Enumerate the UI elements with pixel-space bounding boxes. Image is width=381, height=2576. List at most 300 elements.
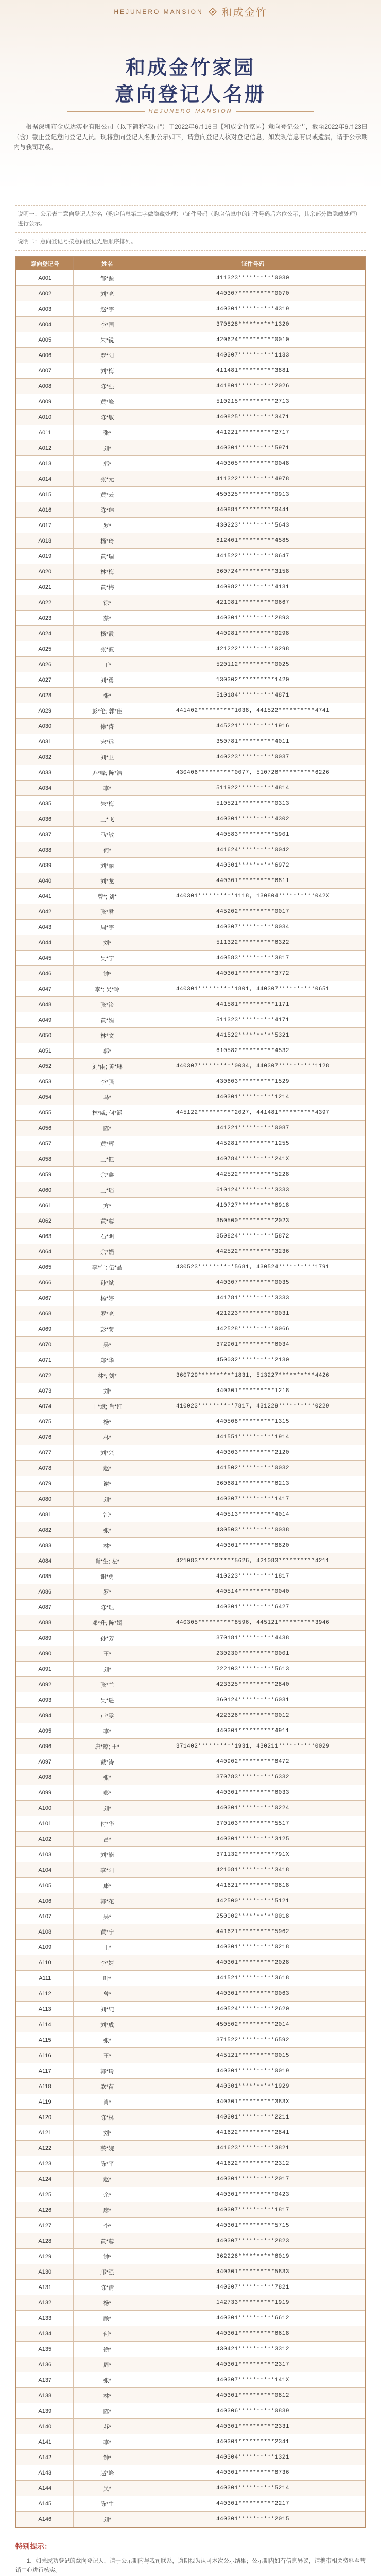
table-row [16, 2342, 365, 2357]
table-row [16, 394, 365, 410]
cell-reg-no: A127 [16, 2218, 74, 2233]
cell-reg-no: A038 [16, 842, 74, 858]
cell-reg-no: A106 [16, 1893, 74, 1909]
cell-id-number: 430603**********1529 [141, 1074, 365, 1090]
cell-reg-no: A091 [16, 1662, 74, 1677]
cell-id-number: 440513**********4014 [141, 1507, 365, 1522]
cell-reg-no: A100 [16, 1801, 74, 1816]
cell-name: 刘*龙 [74, 873, 141, 889]
cell-reg-no: A135 [16, 2342, 74, 2357]
cell-reg-no: A017 [16, 518, 74, 533]
cell-name: 杨*婷 [74, 1291, 141, 1306]
cell-id-number: 142733**********1919 [141, 2295, 365, 2311]
cell-reg-no: A107 [16, 1909, 74, 1924]
cell-name: 陈*生 [74, 2496, 141, 2512]
cell-reg-no: A005 [16, 332, 74, 348]
table-row [16, 1940, 365, 1955]
cell-id-number: 441624**********0042 [141, 842, 365, 858]
cell-id-number: 440301**********2317 [141, 2357, 365, 2372]
cell-id-number: 442528**********0066 [141, 1321, 365, 1337]
cell-id-number: 440301**********2217 [141, 2496, 365, 2512]
table-row [16, 317, 365, 332]
cell-name: 黄*宁 [74, 1924, 141, 1940]
cell-id-number: 130302**********1420 [141, 672, 365, 688]
table-row [16, 2125, 365, 2141]
cell-id-number: 411323**********0030 [141, 270, 365, 286]
table-row [16, 1692, 365, 1708]
cell-id-number: 440307**********2823 [141, 2233, 365, 2249]
cell-id-number: 440304**********1321 [141, 2450, 365, 2465]
cell-id-number: 440524**********2620 [141, 2002, 365, 2017]
cell-name: 康* [74, 1878, 141, 1893]
table-row [16, 1971, 365, 1986]
cell-reg-no: A056 [16, 1121, 74, 1136]
table-row [16, 1291, 365, 1306]
cell-id-number: 450325**********0913 [141, 487, 365, 502]
cell-reg-no: A003 [16, 301, 74, 317]
cell-reg-no: A130 [16, 2264, 74, 2280]
col-header-reg-no: 意向登记号 [16, 257, 74, 270]
cell-id-number: 430223**********5643 [141, 518, 365, 533]
cell-reg-no: A078 [16, 1461, 74, 1476]
cell-name: 吴*遥 [74, 1692, 141, 1708]
cell-id-number: 441522**********0647 [141, 549, 365, 564]
cell-reg-no: A010 [16, 410, 74, 425]
cell-reg-no: A125 [16, 2187, 74, 2202]
cell-reg-no: A039 [16, 858, 74, 873]
cell-name: 颜* [74, 2311, 141, 2326]
cell-id-number: 441622**********2312 [141, 2156, 365, 2172]
cell-name: 方* [74, 1198, 141, 1213]
cell-reg-no: A007 [16, 363, 74, 379]
cell-id-number: 370828**********1320 [141, 317, 365, 332]
cell-reg-no: A034 [16, 781, 74, 796]
cell-reg-no: A002 [16, 286, 74, 301]
cell-reg-no: A022 [16, 595, 74, 611]
cell-name: 张* [74, 1522, 141, 1538]
cell-reg-no: A093 [16, 1692, 74, 1708]
cell-reg-no: A044 [16, 935, 74, 951]
table-row [16, 1321, 365, 1337]
table-row [16, 1615, 365, 1631]
cell-name: 郭*玲 [74, 2063, 141, 2079]
cell-id-number: 445122**********2027, 441481**********4397 [141, 1105, 365, 1121]
cell-id-number: 510215**********2713 [141, 394, 365, 410]
cell-id-number: 442522**********5228 [141, 1167, 365, 1182]
table-row [16, 2481, 365, 2496]
cell-reg-no: A033 [16, 765, 74, 781]
cell-name: 吴* [74, 1337, 141, 1352]
table-row [16, 1770, 365, 1785]
cell-id-number: 362226**********6019 [141, 2249, 365, 2264]
cell-name: 张*淦 [74, 997, 141, 1012]
cell-name: 黄*辉 [74, 1136, 141, 1151]
table-row [16, 1723, 365, 1739]
cell-reg-no: A117 [16, 2063, 74, 2079]
cell-id-number: 440301**********0423 [141, 2187, 365, 2202]
cell-id-number: 371132**********791X [141, 1847, 365, 1862]
cell-name: 李* [74, 2434, 141, 2450]
cell-id-number: 440301**********5214 [141, 2481, 365, 2496]
cell-id-number: 440301**********1214 [141, 1090, 365, 1105]
table-row [16, 440, 365, 456]
cell-reg-no: A013 [16, 456, 74, 471]
cell-id-number: 440307**********0034, 440307**********1128 [141, 1059, 365, 1074]
table-row [16, 2156, 365, 2172]
cell-name: 刘* [74, 1662, 141, 1677]
cell-id-number: 440825**********3471 [141, 410, 365, 425]
cell-reg-no: A114 [16, 2017, 74, 2032]
cell-name: 王*飞 [74, 811, 141, 827]
cell-name: 刘* [74, 440, 141, 456]
cell-name: 刘* [74, 1492, 141, 1507]
table-row [16, 1631, 365, 1646]
cell-name: 刘*亮 [74, 286, 141, 301]
cell-name: 李* [74, 1723, 141, 1739]
cell-name: 彭*伦; 郭*佳 [74, 703, 141, 719]
cell-reg-no: A133 [16, 2311, 74, 2326]
cell-reg-no: A126 [16, 2202, 74, 2218]
cell-id-number: 445202**********0017 [141, 904, 365, 920]
cell-name: 张* [74, 2032, 141, 2048]
table-row [16, 1151, 365, 1167]
table-row [16, 2048, 365, 2063]
table-row [16, 425, 365, 440]
table-row [16, 2141, 365, 2156]
cell-name: 苏*峰; 陈*浩 [74, 765, 141, 781]
cell-reg-no: A132 [16, 2295, 74, 2311]
cell-reg-no: A070 [16, 1337, 74, 1352]
cell-id-number: 422326**********0012 [141, 1708, 365, 1723]
special-notice-title: 特别提示： [15, 2542, 51, 2550]
table-row [16, 270, 365, 286]
cell-reg-no: A119 [16, 2094, 74, 2110]
cell-reg-no: A083 [16, 1538, 74, 1553]
cell-name: 刘* [74, 935, 141, 951]
cell-reg-no: A026 [16, 657, 74, 672]
cell-reg-no: A050 [16, 1028, 74, 1043]
cell-reg-no: A054 [16, 1090, 74, 1105]
table-row [16, 873, 365, 889]
cell-name: 吴* [74, 1909, 141, 1924]
cell-name: 刘*勇 [74, 672, 141, 688]
cell-reg-no: A098 [16, 1770, 74, 1785]
table-row [16, 2032, 365, 2048]
cell-id-number: 441221**********2717 [141, 425, 365, 440]
cell-reg-no: A041 [16, 889, 74, 904]
table-row [16, 1352, 365, 1368]
table-row [16, 1754, 365, 1770]
intro-paragraph: 根据深圳市金成达实业有限公司（以下简称“我司”）于2022年6月16日【和成金竹家园】意向登记公告，截至2022年6月23日（含）截止登记意向登记人员。现将意向登记人名册公示如下，请意向登记人核对登记信息，如发现信息有误或遗漏，请于公示期内与我司联系。 [13, 123, 368, 151]
cell-id-number: 440514**********0040 [141, 1584, 365, 1600]
cell-name: 王* [74, 2048, 141, 2063]
table-row [16, 2094, 365, 2110]
cell-reg-no: A006 [16, 348, 74, 363]
cell-name: 叶* [74, 1971, 141, 1986]
cell-reg-no: A058 [16, 1151, 74, 1167]
cell-name: 余*鑫 [74, 1167, 141, 1182]
table-row [16, 2434, 365, 2450]
cell-name: 谢*勇 [74, 1569, 141, 1584]
cell-name: 石*明 [74, 1229, 141, 1244]
cell-reg-no: A090 [16, 1646, 74, 1662]
table-row [16, 1028, 365, 1043]
cell-id-number: 441781**********3333 [141, 1291, 365, 1306]
cell-reg-no: A065 [16, 1260, 74, 1275]
cell-name: 余* [74, 2187, 141, 2202]
cell-name: 蔡* [74, 611, 141, 626]
table-row [16, 734, 365, 750]
special-notice-item-1: 1、如未成功登记的意向登记人，请于公示期内与我司联系，逾期视为认可本次公示结果；公示期内如有信息异议，请携带相关资料至营销中心进行核实。 [15, 2558, 366, 2573]
cell-reg-no: A105 [16, 1878, 74, 1893]
cell-reg-no: A115 [16, 2032, 74, 2048]
cell-reg-no: A089 [16, 1631, 74, 1646]
table-row [16, 1337, 365, 1352]
cell-reg-no: A084 [16, 1553, 74, 1569]
table-row [16, 842, 365, 858]
cell-reg-no: A004 [16, 317, 74, 332]
cell-reg-no: A018 [16, 533, 74, 549]
table-row [16, 1569, 365, 1584]
cell-reg-no: A077 [16, 1445, 74, 1461]
cell-reg-no: A060 [16, 1182, 74, 1198]
cell-reg-no: A104 [16, 1862, 74, 1878]
table-row [16, 1368, 365, 1383]
cell-id-number: 610124**********3333 [141, 1182, 365, 1198]
cell-reg-no: A016 [16, 502, 74, 518]
table-row [16, 858, 365, 873]
cell-id-number: 445281**********1255 [141, 1136, 365, 1151]
cell-name: 罗*阳 [74, 348, 141, 363]
cell-name: 吕* [74, 1832, 141, 1847]
cell-reg-no: A063 [16, 1229, 74, 1244]
cell-id-number: 360724**********3158 [141, 564, 365, 580]
cell-id-number: 440902**********8472 [141, 1754, 365, 1770]
cell-reg-no: A023 [16, 611, 74, 626]
cell-reg-no: A047 [16, 981, 74, 997]
cell-name: 肖* [74, 2094, 141, 2110]
table-row [16, 1816, 365, 1832]
cell-id-number: 441623**********3821 [141, 2141, 365, 2156]
note-1: 说明一：公示表中意向登记人姓名（购房信息第二字做隐藏处理）+证件号码（购房信息中的证件号码后六位公示，其余部分做隐藏处理）进行公示。 [15, 205, 366, 232]
cell-name: 朱*梅 [74, 796, 141, 811]
cell-reg-no: A085 [16, 1569, 74, 1584]
cell-id-number: 440982**********4131 [141, 580, 365, 595]
cell-name: 黄*瑞 [74, 549, 141, 564]
table-row [16, 2249, 365, 2264]
table-row [16, 672, 365, 688]
cell-id-number: 440301**********6618 [141, 2326, 365, 2342]
cell-reg-no: A113 [16, 2002, 74, 2017]
table-row [16, 363, 365, 379]
table-row [16, 1955, 365, 1971]
cell-id-number: 440981**********0298 [141, 626, 365, 641]
cell-id-number: 371402**********1931, 430211**********0029 [141, 1739, 365, 1754]
cell-id-number: 440301**********2331 [141, 2419, 365, 2434]
table-row [16, 2357, 365, 2372]
table-row [16, 2002, 365, 2017]
brand-bar [0, 4, 381, 19]
cell-reg-no: A099 [16, 1785, 74, 1801]
cell-id-number: 440301**********3772 [141, 966, 365, 981]
cell-id-number: 440301**********6612 [141, 2311, 365, 2326]
cell-id-number: 440301**********4911 [141, 1723, 365, 1739]
table-row [16, 1832, 365, 1847]
cell-name: 杨* [74, 1414, 141, 1430]
table-row [16, 2187, 365, 2202]
table-row [16, 1492, 365, 1507]
cell-name: 杨* [74, 2295, 141, 2311]
table-row [16, 2218, 365, 2233]
cell-id-number: 440301**********0224 [141, 1801, 365, 1816]
table-row [16, 487, 365, 502]
cell-reg-no: A122 [16, 2141, 74, 2156]
table-row [16, 2403, 365, 2419]
table-row [16, 657, 365, 672]
table-row [16, 1213, 365, 1229]
cell-name: 肖*生; 左* [74, 1553, 141, 1569]
cell-id-number: 441521**********3618 [141, 1971, 365, 1986]
table-row [16, 1383, 365, 1399]
table-row [16, 1646, 365, 1662]
table-row [16, 1229, 365, 1244]
cell-id-number: 441621**********5962 [141, 1924, 365, 1940]
table-row [16, 641, 365, 657]
cell-reg-no: A087 [16, 1600, 74, 1615]
cell-name: 李*; 吴*玲 [74, 981, 141, 997]
cell-id-number: 520112**********0025 [141, 657, 365, 672]
cell-id-number: 440508**********1315 [141, 1414, 365, 1430]
cell-id-number: 420624**********0010 [141, 332, 365, 348]
cell-reg-no: A001 [16, 270, 74, 286]
cell-name: 陈* [74, 1121, 141, 1136]
cell-reg-no: A102 [16, 1832, 74, 1847]
cell-id-number: 440301**********8736 [141, 2465, 365, 2481]
cell-id-number: 440301**********6033 [141, 1785, 365, 1801]
table-row [16, 1924, 365, 1940]
cell-name: 唐*琼; 王* [74, 1739, 141, 1754]
cell-reg-no: A043 [16, 920, 74, 935]
cell-name: 黄*娟 [74, 1012, 141, 1028]
cell-id-number: 410023**********7817, 431229**********0229 [141, 1399, 365, 1414]
cell-name: 欧*苗 [74, 2079, 141, 2094]
table-row [16, 1306, 365, 1321]
page-header [0, 0, 381, 191]
table-row [16, 518, 365, 533]
cell-name: 黄*蓉 [74, 1213, 141, 1229]
cell-name: 陈*林 [74, 2110, 141, 2125]
table-row [16, 2465, 365, 2481]
table-row [16, 2264, 365, 2280]
cell-reg-no: A009 [16, 394, 74, 410]
table-row [16, 2372, 365, 2388]
cell-id-number: 612401**********4585 [141, 533, 365, 549]
cell-id-number: 440307**********1417 [141, 1492, 365, 1507]
cell-reg-no: A116 [16, 2048, 74, 2063]
cell-id-number: 411481**********3881 [141, 363, 365, 379]
cell-id-number: 440301**********2015 [141, 2512, 365, 2527]
cell-reg-no: A032 [16, 750, 74, 765]
table-row [16, 781, 365, 796]
cell-name: 钟* [74, 2249, 141, 2264]
cell-name: 黄*蓉 [74, 2233, 141, 2249]
table-row [16, 1167, 365, 1182]
cell-name: 陈*珏 [74, 1600, 141, 1615]
table-row [16, 410, 365, 425]
cell-reg-no: A111 [16, 1971, 74, 1986]
table-row [16, 549, 365, 564]
cell-reg-no: A079 [16, 1476, 74, 1492]
table-row [16, 719, 365, 734]
table-row [16, 1182, 365, 1198]
cell-reg-no: A145 [16, 2496, 74, 2512]
cell-reg-no: A048 [16, 997, 74, 1012]
cell-reg-no: A036 [16, 811, 74, 827]
cell-name: 孙*斌 [74, 1275, 141, 1291]
cell-id-number: 440303**********2120 [141, 1445, 365, 1461]
table-row [16, 688, 365, 703]
cell-name: 周*宇 [74, 920, 141, 935]
cell-id-number: 372901**********6034 [141, 1337, 365, 1352]
cell-name: 郭* [74, 456, 141, 471]
cell-name: 廖* [74, 2202, 141, 2218]
table-row [16, 1677, 365, 1692]
cell-id-number: 441801**********2026 [141, 379, 365, 394]
cell-reg-no: A097 [16, 1754, 74, 1770]
cell-reg-no: A012 [16, 440, 74, 456]
table-row [16, 1430, 365, 1445]
cell-name: 赵*峰 [74, 2465, 141, 2481]
table-row [16, 1074, 365, 1090]
cell-reg-no: A029 [16, 703, 74, 719]
cell-reg-no: A076 [16, 1430, 74, 1445]
cell-id-number: 440301**********4302 [141, 811, 365, 827]
cell-id-number: 450502**********2014 [141, 2017, 365, 2032]
cell-name: 刘* [74, 1801, 141, 1816]
table-row [16, 1893, 365, 1909]
cell-id-number: 440307**********1817 [141, 2202, 365, 2218]
cell-id-number: 370181**********4438 [141, 1631, 365, 1646]
cell-name: 杨*霞 [74, 626, 141, 641]
table-row [16, 456, 365, 471]
cell-name: 张* [74, 2372, 141, 2388]
divider-text: HEJUNERO MANSION [148, 108, 233, 114]
table-row [16, 1739, 365, 1754]
cell-id-number: 440301**********8820 [141, 1538, 365, 1553]
table-row [16, 703, 365, 719]
table-row [16, 2233, 365, 2249]
cell-reg-no: A138 [16, 2388, 74, 2403]
cell-id-number: 371522**********6592 [141, 2032, 365, 2048]
cell-reg-no: A121 [16, 2125, 74, 2141]
cell-id-number: 360124**********6031 [141, 1692, 365, 1708]
cell-id-number: 445121**********0015 [141, 2048, 365, 2063]
cell-name: 陈*玮 [74, 502, 141, 518]
table-row [16, 1553, 365, 1569]
cell-reg-no: A103 [16, 1847, 74, 1862]
cell-name: 邓*升; 陈*嫣 [74, 1615, 141, 1631]
table-row [16, 1708, 365, 1723]
cell-id-number: 440301**********2211 [141, 2110, 365, 2125]
cell-name: 张* [74, 425, 141, 440]
cell-id-number: 350824**********5872 [141, 1229, 365, 1244]
cell-reg-no: A143 [16, 2465, 74, 2481]
cell-reg-no: A131 [16, 2280, 74, 2295]
table-row [16, 827, 365, 842]
cell-reg-no: A045 [16, 951, 74, 966]
cell-id-number: 440301**********3125 [141, 1832, 365, 1847]
cell-reg-no: A146 [16, 2512, 74, 2527]
